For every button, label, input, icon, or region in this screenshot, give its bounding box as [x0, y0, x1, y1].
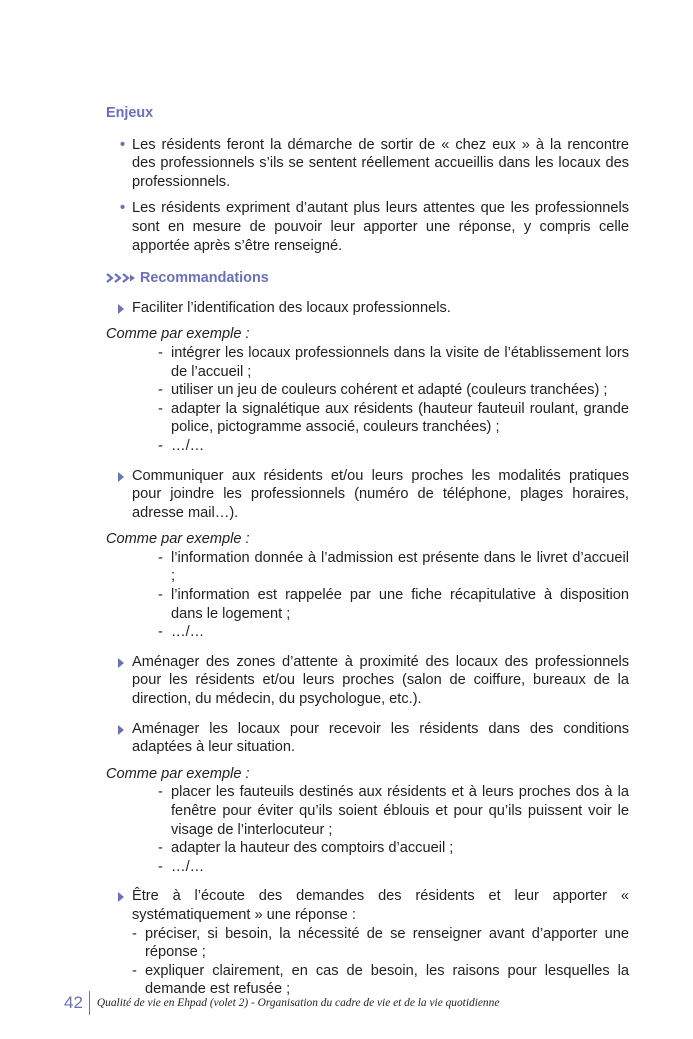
recommendation-block: [106, 887, 629, 924]
example-list: [106, 783, 629, 876]
example-item: [158, 858, 629, 877]
page-number: 42: [64, 992, 83, 1012]
example-text: …/…: [171, 858, 205, 875]
example-item: [158, 381, 629, 400]
enjeux-item: [106, 199, 629, 255]
dash-icon: -: [158, 858, 163, 875]
recommendation-block: [106, 720, 629, 757]
example-item: [158, 344, 629, 381]
triangle-bullet-icon: [118, 725, 124, 735]
example-item: [158, 839, 629, 858]
enjeux-item: [106, 136, 629, 192]
example-text: l’information est rappelée par une fiche récapitulative à disposition dans le logement ;: [171, 587, 629, 622]
dash-icon: -: [158, 400, 163, 417]
example-text: …/…: [171, 437, 205, 454]
example-item: [158, 400, 629, 437]
recommendation-block: [106, 467, 629, 523]
recommendation-text: Faciliter l’identification des locaux professionnels.: [132, 299, 451, 316]
example-text: …/…: [171, 624, 205, 641]
example-text: intégrer les locaux professionnels dans la visite de l’établissement lors de l’accueil ;: [171, 344, 629, 380]
recommendation-text: Communiquer aux résidents et/ou leurs proches les modalités pratiques pour joindre les professionnels (numéro de téléphone, plages horaires, adresse mail…).: [132, 467, 629, 521]
dash-icon: -: [132, 925, 137, 942]
example-item: [158, 783, 629, 839]
page-footer: [64, 991, 499, 1015]
dash-icon: -: [158, 437, 163, 454]
response-text: préciser, si besoin, la nécessité de se renseigner avant d’apporter une réponse ;: [145, 925, 629, 961]
recommandations-heading: Recommandations: [140, 270, 269, 287]
recommendation-block: [106, 653, 629, 709]
example-text: adapter la hauteur des comptoirs d’accueil ;: [171, 840, 454, 857]
dash-icon: -: [158, 784, 163, 801]
dash-icon: -: [132, 962, 137, 979]
recommandations-heading-row: [106, 269, 629, 288]
enjeux-text: Les résidents feront la démarche de sortir de « chez eux » à la rencontre des professionnels s’ils se sentent réellement accueillis dans les locaux des professionnels.: [132, 136, 629, 190]
triple-arrow-icon: [106, 272, 136, 284]
example-text: l’information donnée à l’admission est présente dans le livret d’accueil ;: [171, 549, 629, 585]
page-content: [106, 104, 629, 999]
dash-icon: -: [158, 840, 163, 857]
triangle-bullet-icon: [118, 892, 124, 902]
recommendation-text: Aménager des zones d’attente à proximité des locaux des professionnels pour les résidents et/ou leurs proches (salon de coiffure, bureaux de la direction, du médecin, du psychologue, etc.).: [132, 653, 629, 708]
recommendation-text: Aménager les locaux pour recevoir les résidents dans des conditions adaptées à leur situation.: [132, 720, 629, 756]
example-item: [158, 437, 629, 456]
example-list: [106, 344, 629, 456]
example-label: Comme par exemple :: [106, 765, 250, 782]
response-list: [106, 925, 629, 999]
recommendation-text: Être à l’écoute des demandes des résidents et leur apporter « systématiquement » une réponse :: [132, 888, 629, 923]
response-text: expliquer clairement, en cas de besoin, les raisons pour lesquelles la demande est refusée ;: [145, 962, 629, 998]
dash-icon: -: [158, 624, 163, 641]
example-text: utiliser un jeu de couleurs cohérent et adapté (couleurs tranchées) ;: [171, 382, 608, 399]
triangle-bullet-icon: [118, 658, 124, 668]
triangle-bullet-icon: [118, 304, 124, 314]
dash-icon: -: [158, 549, 163, 566]
footer-title: Qualité de vie en Ehpad (volet 2) - Organisation du cadre de vie et de la vie quotidienne: [96, 996, 500, 1009]
recommendation-block: [106, 299, 629, 318]
dash-icon: -: [158, 344, 163, 361]
example-item: [158, 586, 629, 623]
example-label: Comme par exemple :: [106, 531, 250, 548]
dash-icon: -: [158, 587, 163, 604]
bullet-icon: •: [120, 136, 126, 153]
response-item: [132, 925, 629, 962]
dash-icon: -: [158, 382, 163, 399]
example-item: [158, 549, 629, 586]
example-text: placer les fauteuils destinés aux résidents et à leurs proches dos à la fenêtre pour éviter qu’ils soient éblouis et pour qu’ils puissent voir le visage de l’interlocuteur ;: [171, 784, 629, 838]
enjeux-list: [106, 136, 629, 256]
example-item: [158, 623, 629, 642]
footer-divider: [89, 991, 90, 1015]
triangle-bullet-icon: [118, 472, 124, 482]
example-label: Comme par exemple :: [106, 326, 250, 343]
bullet-icon: •: [120, 200, 126, 217]
enjeux-text: Les résidents expriment d’autant plus leurs attentes que les professionnels sont en mesure de pouvoir leur apporter une réponse, y compris celle apportée après s’être renseigné.: [132, 200, 629, 254]
enjeux-heading: Enjeux: [106, 105, 154, 121]
example-list: [106, 549, 629, 642]
example-text: adapter la signalétique aux résidents (hauteur fauteuil roulant, grande police, pictogramme associé, couleurs tranchées) ;: [171, 400, 629, 436]
